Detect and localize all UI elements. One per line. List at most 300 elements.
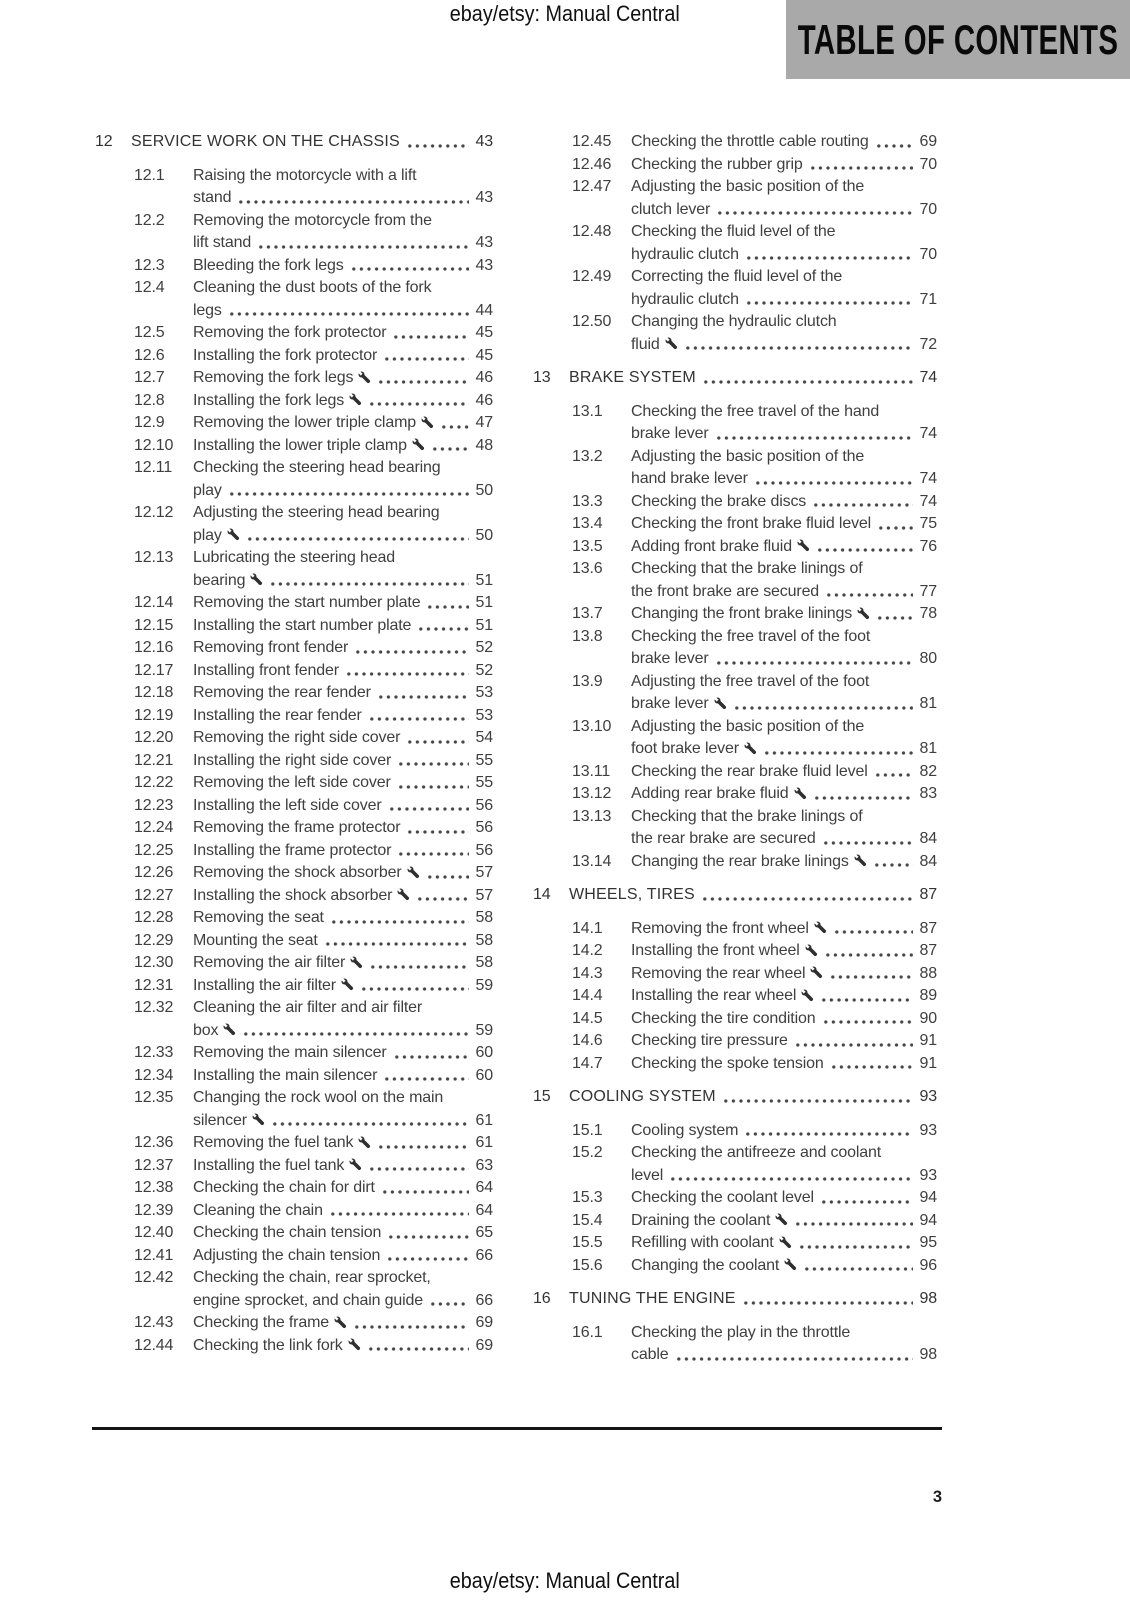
entry-title: Adjusting the chain tension <box>193 1246 381 1264</box>
dot-leader <box>368 952 469 975</box>
entry-title: level <box>631 1166 664 1184</box>
toc-entry <box>533 513 937 536</box>
dot-leader <box>743 1120 913 1143</box>
wrench-icon <box>665 337 678 350</box>
entry-page: 59 <box>475 1021 493 1039</box>
dot-leader <box>819 1187 913 1210</box>
dot-leader <box>396 840 469 863</box>
entry-page: 51 <box>475 616 493 634</box>
toc-entry <box>95 1042 493 1065</box>
entry-title: Removing the air filter <box>193 952 363 975</box>
entry-title: Refilling with coolant <box>631 1232 792 1255</box>
toc-entry <box>95 727 493 750</box>
dot-leader <box>668 1165 913 1188</box>
entry-number: 14.2 <box>572 942 603 959</box>
entry-page: 93 <box>919 1166 937 1184</box>
entry-page: 69 <box>475 1336 493 1354</box>
entry-title: fluid <box>631 334 678 357</box>
entry-title: Removing the right side cover <box>193 729 401 746</box>
entry-number: 12.26 <box>134 864 174 881</box>
entry-title-line: Checking the play in the throttle <box>631 1323 851 1341</box>
entry-title-line: Adjusting the steering head bearing <box>193 504 440 521</box>
entry-number: 12.8 <box>134 391 165 409</box>
entry-title-line: Lubricating the steering head <box>193 549 396 566</box>
entry-page: 63 <box>475 1156 493 1174</box>
toc-entry <box>533 806 937 851</box>
entry-page: 74 <box>919 492 937 510</box>
entry-title: Installing the frame protector <box>193 841 392 859</box>
entry-number: 12.36 <box>134 1134 174 1151</box>
dot-leader <box>405 131 469 154</box>
toc-entry <box>533 603 937 626</box>
toc-entry <box>95 1200 493 1223</box>
entry-number: 15.4 <box>572 1211 603 1229</box>
toc-entry <box>95 1245 493 1268</box>
entry-number: 15.2 <box>572 1144 603 1161</box>
toc-entry <box>533 626 937 671</box>
entry-page: 87 <box>919 942 937 959</box>
dot-leader <box>824 581 913 604</box>
entry-page: 74 <box>919 470 937 487</box>
toc-right-column <box>533 131 937 1367</box>
entry-number: 12.4 <box>134 279 165 296</box>
toc-entry <box>95 390 493 413</box>
wrench-icon <box>779 1236 792 1249</box>
entry-number: 14.1 <box>572 919 603 937</box>
entry-number: 13.2 <box>572 447 603 465</box>
dot-leader <box>428 1290 469 1313</box>
entry-title: Installing the fork legs <box>193 390 362 413</box>
entry-title: Changing the front brake linings <box>631 603 870 626</box>
entry-title-line: Cleaning the air filter and air filter <box>193 999 423 1016</box>
wrench-icon <box>784 1258 797 1271</box>
toc-entry <box>95 457 493 502</box>
dot-leader <box>744 289 913 312</box>
dot-leader <box>382 345 469 368</box>
entry-page: 46 <box>475 369 493 386</box>
toc-entry <box>95 502 493 547</box>
dot-leader <box>344 660 469 683</box>
dot-leader <box>323 930 469 953</box>
toc-entry <box>95 975 493 998</box>
dot-leader <box>808 154 913 177</box>
toc-entry <box>95 1177 493 1200</box>
entry-number: 12.17 <box>134 661 174 679</box>
entry-title: Removing the start number plate <box>193 594 421 611</box>
entry-title: Removing the fork protector <box>193 324 387 341</box>
wrench-icon <box>814 921 827 934</box>
entry-title: Installing the main silencer <box>193 1066 378 1084</box>
dot-leader <box>349 255 469 278</box>
entry-title: Checking the coolant level <box>631 1189 814 1206</box>
entry-number: 12.48 <box>572 223 612 240</box>
chapter-title: SERVICE WORK ON THE CHASSIS <box>131 133 400 150</box>
wrench-icon <box>412 438 425 451</box>
entry-page: 87 <box>919 919 937 937</box>
entry-title: Installing front fender <box>193 661 339 679</box>
wrench-icon <box>349 393 362 406</box>
entry-number: 12.16 <box>134 639 174 656</box>
entry-title: Checking the rubber grip <box>631 155 803 173</box>
entry-number: 14.5 <box>572 1009 603 1027</box>
entry-title: Installing the front wheel <box>631 940 818 963</box>
dot-leader <box>701 367 913 390</box>
entry-number: 12.9 <box>134 414 165 431</box>
toc-left-column <box>95 131 493 1357</box>
entry-number: 12.27 <box>134 886 174 904</box>
dot-leader <box>227 480 469 503</box>
entry-page: 55 <box>475 751 493 769</box>
toc-entry <box>95 705 493 728</box>
entry-title: Checking the link fork <box>193 1335 361 1358</box>
entry-number: 12.50 <box>572 313 612 330</box>
dot-leader <box>802 1255 913 1278</box>
toc-entry <box>95 1335 493 1358</box>
entry-title: Bleeding the fork legs <box>193 256 344 274</box>
dot-leader <box>828 963 913 986</box>
page-number: 3 <box>932 1488 942 1506</box>
dot-leader <box>391 322 469 345</box>
dot-leader <box>873 761 913 784</box>
entry-page: 98 <box>919 1346 937 1363</box>
chapter-title: WHEELS, TIRES <box>569 886 695 903</box>
wrench-icon <box>358 1136 371 1149</box>
toc-entry <box>95 547 493 592</box>
entry-number: 12.42 <box>134 1269 174 1286</box>
dot-leader <box>812 783 913 806</box>
dot-leader <box>359 975 469 998</box>
entry-title: bearing <box>193 570 263 593</box>
entry-page: 57 <box>475 864 493 881</box>
entry-number: 14.4 <box>572 987 603 1004</box>
entry-title-line: Checking the chain, rear sprocket, <box>193 1269 431 1286</box>
entry-page: 95 <box>919 1234 937 1251</box>
entry-page: 84 <box>919 852 937 870</box>
entry-page: 50 <box>475 526 493 544</box>
entry-page: 82 <box>919 762 937 780</box>
entry-number: 12.23 <box>134 796 174 814</box>
wrench-icon <box>250 573 263 586</box>
entry-number: 12.6 <box>134 346 165 364</box>
entry-page: 70 <box>919 155 937 173</box>
entry-title: brake lever <box>631 425 709 442</box>
toc-entry <box>95 255 493 278</box>
entry-page: 64 <box>475 1201 493 1219</box>
entry-page: 84 <box>919 830 937 847</box>
dot-leader <box>875 603 913 626</box>
entry-title-line: Removing the motorcycle from the <box>193 211 432 229</box>
entry-page: 77 <box>919 582 937 600</box>
footer-rule <box>92 1427 942 1430</box>
entry-title: Removing the front wheel <box>631 918 827 941</box>
wrench-icon <box>252 1113 265 1126</box>
entry-page: 93 <box>919 1121 937 1139</box>
dot-leader <box>876 513 913 536</box>
entry-page: 60 <box>475 1066 493 1084</box>
entry-page: 59 <box>475 976 493 994</box>
dot-leader <box>829 1053 913 1076</box>
entry-page: 64 <box>475 1179 493 1196</box>
entry-title-line: Checking the steering head bearing <box>193 459 441 476</box>
toc-chapter-row <box>533 1086 937 1109</box>
toc-entry <box>533 266 937 311</box>
entry-number: 16.1 <box>572 1323 603 1341</box>
entry-title-line: Checking that the brake linings of <box>631 807 863 825</box>
toc-entry <box>95 1222 493 1245</box>
entry-title: hydraulic clutch <box>631 290 739 308</box>
toc-entry <box>95 412 493 435</box>
dot-leader <box>367 705 469 728</box>
entry-page: 60 <box>475 1044 493 1061</box>
chapter-page: 93 <box>919 1088 937 1105</box>
dot-leader <box>714 423 914 446</box>
wrench-icon <box>810 966 823 979</box>
table-of-contents-banner <box>786 0 1130 79</box>
dot-leader <box>256 232 469 255</box>
entry-number: 12.11 <box>134 459 173 476</box>
entry-page: 78 <box>919 605 937 622</box>
toc-entry <box>95 592 493 615</box>
toc-entry <box>533 918 937 941</box>
entry-number: 12.39 <box>134 1201 174 1219</box>
entry-page: 88 <box>919 964 937 982</box>
entry-number: 12.33 <box>134 1044 174 1061</box>
entry-number: 12.22 <box>134 774 174 791</box>
dot-leader <box>439 412 469 435</box>
toc-entry <box>95 952 493 975</box>
entry-number: 12.3 <box>134 256 165 274</box>
dot-leader <box>376 682 469 705</box>
entry-title: Removing the frame protector <box>193 819 401 836</box>
footer-title: ebay/etsy: Manual Central <box>449 1568 681 1593</box>
entry-title: Installing the shock absorber <box>193 885 410 908</box>
entry-title: Changing the rear brake linings <box>631 851 867 874</box>
entry-title: Installing the left side cover <box>193 796 382 814</box>
chapter-number: 14 <box>533 886 551 903</box>
dot-leader <box>811 491 913 514</box>
entry-title: Mounting the seat <box>193 931 318 949</box>
chapter-title: BRAKE SYSTEM <box>569 369 696 386</box>
toc-entry <box>95 1267 493 1312</box>
dot-leader <box>793 1030 913 1053</box>
entry-title-line: Changing the rock wool on the main <box>193 1089 444 1106</box>
toc-entry <box>533 311 937 356</box>
toc-entry <box>95 435 493 458</box>
toc-entry <box>533 1120 937 1143</box>
entry-number: 12.10 <box>134 436 174 454</box>
entry-number: 12.30 <box>134 954 174 971</box>
dot-leader <box>352 1312 469 1335</box>
entry-title-line: Checking the free travel of the foot <box>631 627 871 645</box>
entry-number: 14.6 <box>572 1032 603 1049</box>
toc-entry <box>533 558 937 603</box>
entry-number: 13.6 <box>572 560 603 577</box>
toc-chapter-row <box>533 367 937 390</box>
entry-page: 57 <box>475 886 493 904</box>
entry-page: 55 <box>475 774 493 791</box>
chapter-number: 15 <box>533 1088 551 1105</box>
dot-leader <box>674 1344 913 1367</box>
dot-leader <box>376 367 469 390</box>
entry-page: 58 <box>475 909 493 926</box>
entry-title: Checking tire pressure <box>631 1032 788 1049</box>
dot-leader <box>700 884 913 907</box>
entry-page: 52 <box>475 639 493 656</box>
toc-entry <box>95 772 493 795</box>
entry-number: 15.6 <box>572 1256 603 1274</box>
entry-title: Checking the spoke tension <box>631 1054 824 1072</box>
dot-leader <box>416 615 469 638</box>
toc-chapter-row <box>95 131 493 154</box>
dot-leader <box>376 1132 469 1155</box>
entry-title-line: Adjusting the basic position of the <box>631 178 865 195</box>
entry-title: engine sprocket, and chain guide <box>193 1291 424 1309</box>
dot-leader <box>425 592 469 615</box>
entry-title-line: Checking the antifreeze and coolant <box>631 1144 882 1161</box>
toc-entry <box>533 851 937 874</box>
entry-page: 89 <box>919 987 937 1004</box>
entry-page: 66 <box>475 1246 493 1264</box>
toc-entry <box>95 817 493 840</box>
entry-number: 13.3 <box>572 492 603 510</box>
dot-leader <box>385 1245 469 1268</box>
toc-entry <box>533 940 937 963</box>
entry-title: Removing the main silencer <box>193 1044 387 1061</box>
entry-title: Cleaning the chain <box>193 1201 323 1219</box>
entry-title: Installing the lower triple clamp <box>193 435 425 458</box>
entry-title: Cooling system <box>631 1121 739 1139</box>
wrench-icon <box>797 539 810 552</box>
toc-entry <box>95 682 493 705</box>
wrench-icon <box>775 1213 788 1226</box>
dot-leader <box>714 648 914 671</box>
toc-entry <box>533 963 937 986</box>
header-title: ebay/etsy: Manual Central <box>449 1 681 26</box>
entry-number: 12.40 <box>134 1224 174 1241</box>
dot-leader <box>382 1065 469 1088</box>
toc-entry <box>533 1142 937 1187</box>
toc-entry <box>95 637 493 660</box>
toc-chapter-row <box>533 1288 937 1311</box>
dot-leader <box>732 693 914 716</box>
toc-entry <box>533 491 937 514</box>
dot-leader <box>241 1020 469 1043</box>
toc-entry <box>95 660 493 683</box>
dot-leader <box>367 390 469 413</box>
wrench-icon <box>854 854 867 867</box>
wrench-icon <box>805 944 818 957</box>
toc-entry <box>95 1065 493 1088</box>
entry-number: 12.21 <box>134 751 174 769</box>
entry-title: Installing the start number plate <box>193 616 412 634</box>
entry-number: 12.13 <box>134 549 174 566</box>
entry-number: 12.35 <box>134 1089 174 1106</box>
page-footer <box>0 1568 1130 1594</box>
wrench-icon <box>350 956 363 969</box>
chapter-number: 12 <box>95 133 113 150</box>
toc-entry <box>95 345 493 368</box>
entry-number: 14.7 <box>572 1054 603 1072</box>
dot-leader <box>683 334 913 357</box>
dot-leader <box>328 1200 469 1223</box>
entry-page: 43 <box>475 234 493 251</box>
toc-entry <box>95 750 493 773</box>
entry-page: 65 <box>475 1224 493 1241</box>
entry-number: 12.29 <box>134 931 174 949</box>
entry-title: Checking the rear brake fluid level <box>631 762 868 780</box>
chapter-title: COOLING SYSTEM <box>569 1088 716 1105</box>
entry-title: cable <box>631 1346 669 1363</box>
dot-leader <box>874 131 913 154</box>
toc-entry <box>533 716 937 761</box>
dot-leader <box>821 1008 913 1031</box>
dot-leader <box>815 536 913 559</box>
entry-title: Removing the left side cover <box>193 774 391 791</box>
entry-title: Installing the rear wheel <box>631 985 814 1008</box>
entry-number: 12.12 <box>134 504 174 521</box>
entry-number: 12.19 <box>134 706 174 724</box>
wrench-icon <box>421 416 434 429</box>
wrench-icon <box>349 1158 362 1171</box>
entry-number: 13.9 <box>572 672 603 690</box>
entry-title: box <box>193 1020 236 1043</box>
entry-number: 12.20 <box>134 729 174 746</box>
toc-entry <box>533 1232 937 1255</box>
toc-entry <box>95 885 493 908</box>
entry-page: 58 <box>475 931 493 949</box>
entry-number: 13.8 <box>572 627 603 645</box>
dot-leader <box>405 727 469 750</box>
entry-page: 94 <box>919 1189 937 1206</box>
entry-page: 66 <box>475 1291 493 1309</box>
entry-title-line: Checking the fluid level of the <box>631 223 836 240</box>
chapter-page: 87 <box>919 886 937 903</box>
wrench-icon <box>227 528 240 541</box>
entry-title: Checking the front brake fluid level <box>631 515 872 532</box>
entry-number: 12.7 <box>134 369 165 386</box>
entry-number: 12.41 <box>134 1246 174 1264</box>
toc-entry <box>533 761 937 784</box>
entry-number: 12.47 <box>572 178 612 195</box>
entry-number: 12.34 <box>134 1066 174 1084</box>
entry-number: 13.4 <box>572 515 603 532</box>
entry-page: 72 <box>919 335 937 353</box>
entry-page: 70 <box>919 245 937 263</box>
wrench-icon <box>857 607 870 620</box>
toc-entry <box>95 862 493 885</box>
entry-title: legs <box>193 301 222 319</box>
entry-title: foot brake lever <box>631 738 757 761</box>
entry-page: 48 <box>475 436 493 454</box>
dot-leader <box>396 750 469 773</box>
wrench-icon <box>348 1338 361 1351</box>
entry-title: Changing the coolant <box>631 1255 797 1278</box>
toc-entry <box>533 1255 937 1278</box>
entry-title: Removing the rear wheel <box>631 963 823 986</box>
entry-title: clutch lever <box>631 200 711 218</box>
entry-number: 12.25 <box>134 841 174 859</box>
toc-entry <box>533 783 937 806</box>
entry-title: stand <box>193 189 232 206</box>
entry-page: 76 <box>919 537 937 555</box>
wrench-icon <box>341 978 354 991</box>
entry-title-line: Checking that the brake linings of <box>631 560 863 577</box>
dot-leader <box>387 795 470 818</box>
toc-entry <box>533 1322 937 1367</box>
dot-leader <box>227 300 469 323</box>
entry-number: 12.2 <box>134 211 165 229</box>
dot-leader <box>329 907 469 930</box>
